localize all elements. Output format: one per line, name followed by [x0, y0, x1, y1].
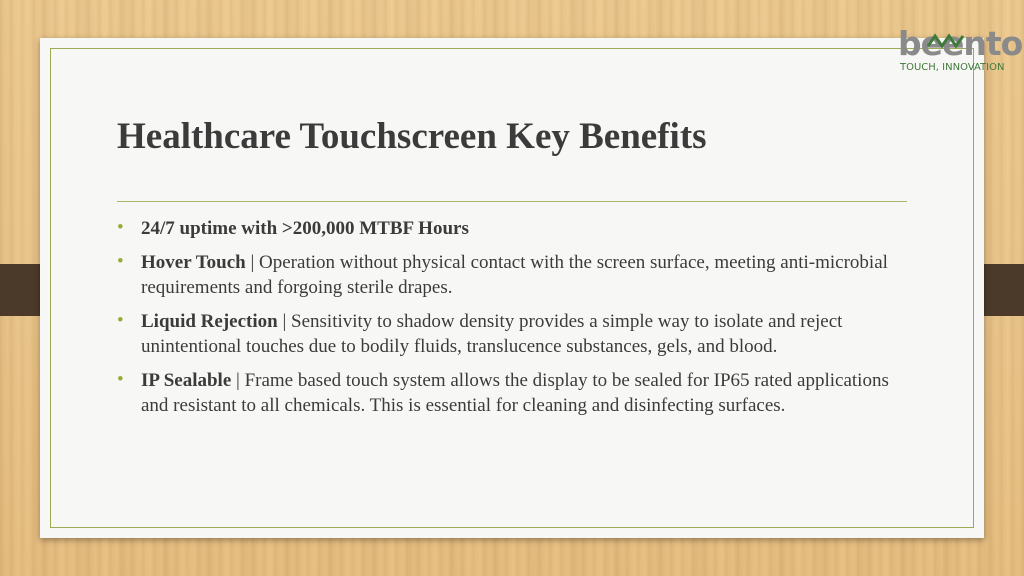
logo-wave-icon	[926, 30, 966, 52]
title-divider	[117, 201, 907, 202]
bullet-heading: IP Sealable	[141, 369, 232, 391]
bullet-icon: •	[117, 250, 124, 272]
bullet-body: Frame based touch system allows the display to be sealed for IP65 rated applications and resistant to all chemicals. This is essential for cleaning and disinfecting surfaces.	[141, 369, 889, 416]
bullet-separator: |	[277, 310, 292, 332]
bullet-heading: Hover Touch	[141, 251, 246, 273]
bullet-icon: •	[117, 309, 124, 331]
bullet-icon: •	[117, 368, 124, 390]
logo-tagline: TOUCH, INNOVATION	[900, 62, 1005, 73]
bullet-separator: |	[245, 251, 260, 273]
bullet-heading: 24/7 uptime with >200,000 MTBF Hours	[141, 218, 469, 239]
slide-title: Healthcare Touchscreen Key Benefits	[117, 116, 707, 157]
bullet-body: Sensitivity to shadow density provides a simple way to isolate and reject unintentional touches due to bodily fluids, translucence substances, gels, and blood.	[141, 310, 843, 357]
bullet-heading: Liquid Rejection	[141, 310, 278, 332]
bullet-separator: |	[231, 369, 245, 391]
list-item	[117, 216, 907, 242]
company-logo	[892, 24, 1023, 80]
list-item	[117, 368, 907, 419]
list-item	[117, 250, 907, 301]
logo-wordmark: beento	[898, 24, 1023, 63]
bullet-body: Operation without physical contact with the screen surface, meeting anti-microbial requirements and forgoing sterile drapes.	[141, 251, 888, 298]
bullet-icon: •	[117, 217, 124, 238]
benefits-list	[117, 216, 907, 427]
list-item	[117, 309, 907, 360]
